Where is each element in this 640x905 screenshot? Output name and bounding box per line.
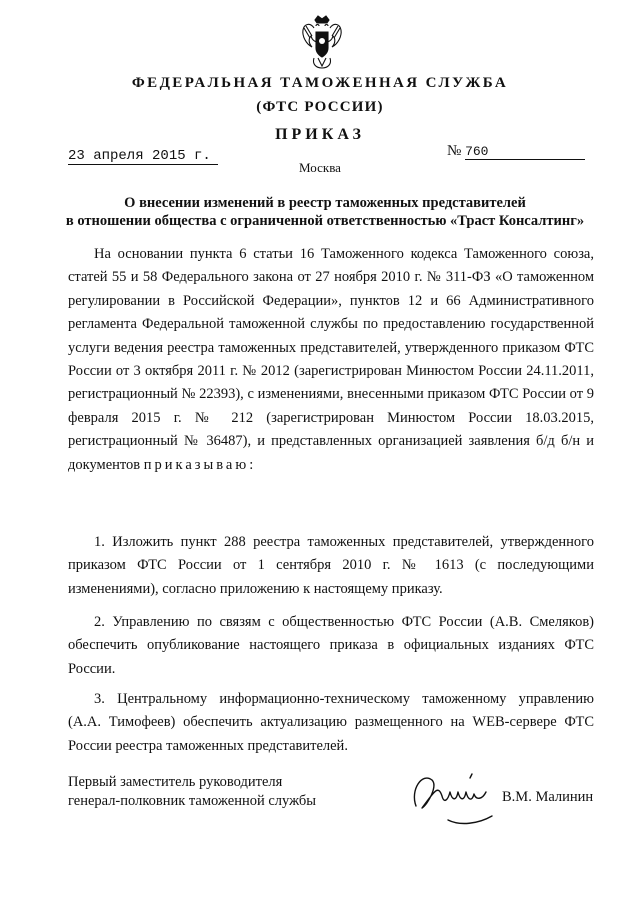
preamble-text: На основании пункта 6 статьи 16 Таможенного кодекса Таможенного союза, статей 55 и 58 Федерального закона от 27 ноября 2010 г. № 311-ФЗ «О таможенном регулировании в Российской Федерации», пунктов 12 и 66 Административного регламента Федеральной таможенной службы по предоставлению государственной услуги ведения реестра таможенных представителей, утвержденного приказом ФТС России от 3 октября 2011 г. № 2012 (зарегистрирован Минюстом России 24.11.2011, регистрационный № 22393), с изменениями, внесенными приказом ФТС России от 9 февраля 2015 г. № 212 (зарегистрирован Минюстом России 18.03.2015, регистрационный № 36487), и представленных организацией заявления б/д б/н и документов [68,246,594,473]
subject-line-1: О внесении изменений в реестр таможенных представителей [124,195,526,211]
order-date: 23 апреля 2015 г. [68,149,218,165]
command-word: приказываю: [143,456,257,473]
order-item-1: 1. Изложить пункт 288 реестра таможенных представителей, утвержденного приказом ФТС России от 1 сентября 2010 г. № 1613 (с последующими изменениями), согласно приложению к настоящему приказу. [68,534,594,597]
order-number: 760 [465,145,585,160]
order-subject [60,194,590,230]
subject-line-2: в отношении общества с ограниченной ответственностью «Траст Консалтинг» [65,213,585,229]
number-sign: № [447,143,462,159]
document-type: ПРИКАЗ [275,126,365,143]
order-item-2: 2. Управлению по связям с общественностью ФТС России (А.В. Смеляков) обеспечить опубликование настоящего приказа в официальных изданиях ФТС России. [68,614,594,677]
handwritten-signature [408,760,504,830]
agency-short-name: (ФТС РОССИИ) [256,99,384,115]
order-item-3: 3. Центральному информационно-техническому таможенному управлению (А.А. Тимофеев) обеспечить актуализацию размещенного на WEB-сервере ФТС России реестра таможенных представителей. [68,691,594,754]
position-line-1: Первый заместитель руководителя [68,774,283,790]
position-line-2: генерал-полковник таможенной службы [68,793,317,809]
russian-coat-of-arms-icon [300,14,344,70]
issue-city: Москва [299,160,341,175]
signatory-name: В.М. Малинин [502,789,594,805]
order-number-field [447,143,585,160]
signatory-position [68,773,316,811]
agency-name: ФЕДЕРАЛЬНАЯ ТАМОЖЕННАЯ СЛУЖБА [131,75,509,91]
preamble-paragraph [68,243,594,477]
